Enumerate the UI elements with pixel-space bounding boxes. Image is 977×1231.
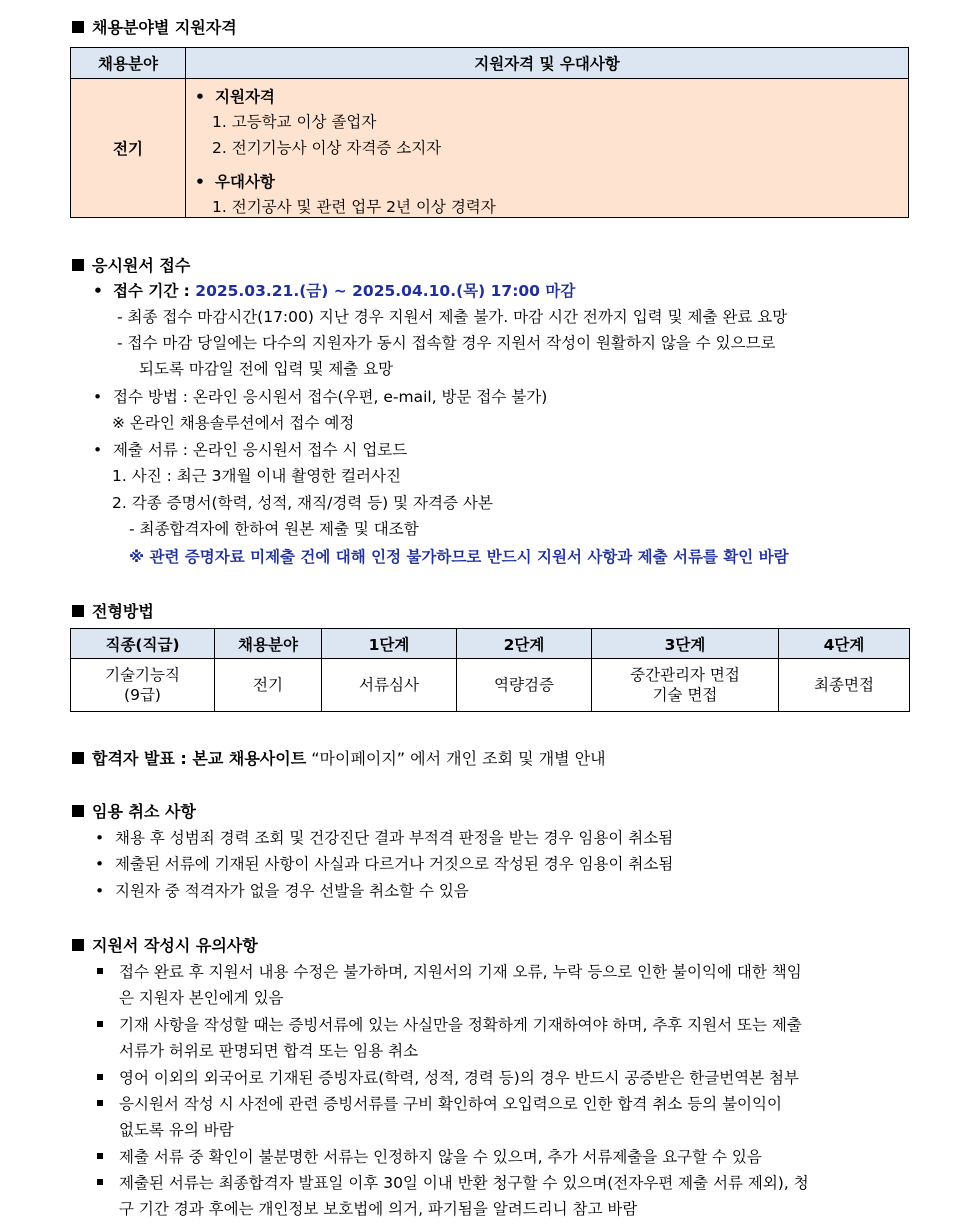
cell-field: 전기 bbox=[215, 659, 322, 712]
square-bullet-icon bbox=[72, 605, 84, 617]
square-bullet-icon bbox=[72, 259, 84, 271]
period-note-1: - 최종 접수 마감시간(17:00) 지난 경우 지원서 제출 불가. 마감 시간 전까지 입력 및 제출 완료 요망 bbox=[117, 308, 788, 326]
th-qualification: 지원자격 및 우대사항 bbox=[186, 48, 909, 79]
th-stage-3: 3단계 bbox=[592, 629, 779, 659]
th-stage-2: 2단계 bbox=[457, 629, 592, 659]
section-selection-title: 전형방법 bbox=[72, 599, 154, 622]
period-value: 2025.03.21.(금) ~ 2025.04.10.(목) 17:00 마감 bbox=[195, 282, 576, 300]
note-item-6a: 제출된 서류는 최종합격자 발표일 이후 30일 이내 반환 청구할 수 있으며(전자우편 제출 서류 제외), 청 bbox=[97, 1171, 809, 1193]
square-bullet-icon bbox=[97, 968, 103, 974]
period-note-2a: - 접수 마감 당일에는 다수의 지원자가 동시 접속할 경우 지원서 작성이 원활하지 않을 수 있으므로 bbox=[117, 334, 776, 352]
doc-item-1: 1. 사진 : 최근 3개월 이내 촬영한 컬러사진 bbox=[112, 467, 401, 485]
note-item-3: 영어 이외의 외국어로 기재된 증빙자료(학력, 성적, 경력 등)의 경우 반드시 공증받은 한글번역본 첨부 bbox=[97, 1066, 799, 1088]
th-stage-4: 4단계 bbox=[779, 629, 910, 659]
note-item-5: 제출 서류 중 확인이 불분명한 서류는 인정하지 않을 수 있으며, 추가 서류제출을 요구할 수 있음 bbox=[97, 1145, 762, 1167]
pref-item-1: 1. 전기공사 및 관련 업무 2년 이상 경력자 bbox=[212, 198, 496, 216]
square-bullet-icon bbox=[97, 1179, 103, 1185]
period-note-2b: 되도록 마감일 전에 입력 및 제출 요망 bbox=[139, 360, 394, 378]
section-notes-title: 지원서 작성시 유의사항 bbox=[72, 933, 258, 956]
cell-stage-3: 중간관리자 면접 기술 면접 bbox=[592, 659, 779, 712]
method-note: ※ 온라인 채용솔루션에서 접수 예정 bbox=[112, 414, 355, 432]
cell-stage-2: 역량검증 bbox=[457, 659, 592, 712]
square-bullet-icon bbox=[72, 21, 84, 33]
note-item-1a: 접수 완료 후 지원서 내용 수정은 불가하며, 지원서의 기재 오류, 누락 등으로 인한 불이익에 대한 책임 bbox=[97, 960, 802, 982]
note-item-2b: 서류가 허위로 판명되면 합격 또는 임용 취소 bbox=[119, 1042, 419, 1060]
qualification-table bbox=[70, 47, 909, 218]
note-item-4a: 응시원서 작성 시 사전에 관련 증빙서류를 구비 확인하여 오입력으로 인한 합격 취소 등의 불이익이 bbox=[97, 1092, 782, 1114]
square-bullet-icon bbox=[97, 1153, 103, 1159]
submission-warning: ※ 관련 증명자료 미제출 건에 대해 인정 불가하므로 반드시 지원서 사항과 제출 서류를 확인 바람 bbox=[129, 548, 789, 566]
square-bullet-icon bbox=[97, 1021, 103, 1027]
qual-heading: • 지원자격 bbox=[195, 85, 275, 107]
square-bullet-icon bbox=[97, 1074, 103, 1080]
section-qualification-title: 채용분야별 지원자격 bbox=[72, 15, 237, 38]
note-item-4b: 없도록 유의 바람 bbox=[119, 1121, 234, 1139]
qual-item-2: 2. 전기기능사 이상 자격증 소지자 bbox=[212, 139, 442, 157]
pref-heading: • 우대사항 bbox=[195, 170, 275, 192]
square-bullet-icon bbox=[97, 1100, 103, 1106]
qual-item-1: 1. 고등학교 이상 졸업자 bbox=[212, 113, 377, 131]
square-bullet-icon bbox=[72, 805, 84, 817]
section-announcement: 합격자 발표 : 본교 채용사이트 “마이페이지” 에서 개인 조회 및 개별 안내 bbox=[72, 746, 606, 769]
th-field: 채용분야 bbox=[71, 48, 186, 79]
application-period: • 접수 기간 : 2025.03.21.(금) ~ 2025.04.10.(목) 17:00 마감 bbox=[93, 279, 575, 301]
section-cancellation-title: 임용 취소 사항 bbox=[72, 799, 196, 822]
cell-stage-1: 서류심사 bbox=[322, 659, 457, 712]
th-field: 채용분야 bbox=[215, 629, 322, 659]
doc-item-2: 2. 각종 증명서(학력, 성적, 재직/경력 등) 및 자격증 사본 bbox=[112, 494, 493, 512]
cell-field: 전기 bbox=[71, 79, 186, 218]
note-item-2a: 기재 사항을 작성할 때는 증빙서류에 있는 사실만을 정확하게 기재하여야 하며, 추후 지원서 또는 제출 bbox=[97, 1013, 802, 1035]
cancel-item-3: • 지원자 중 적격자가 없을 경우 선발을 취소할 수 있음 bbox=[95, 879, 469, 901]
submission-docs: • 제출 서류 : 온라인 응시원서 접수 시 업로드 bbox=[93, 438, 407, 460]
note-item-1b: 은 지원자 본인에게 있음 bbox=[119, 989, 284, 1007]
square-bullet-icon bbox=[72, 752, 84, 764]
cell-stage-4: 최종면접 bbox=[779, 659, 910, 712]
cell-qualification bbox=[186, 79, 909, 218]
th-job: 직종(직급) bbox=[71, 629, 215, 659]
cell-job: 기술기능직 (9급) bbox=[71, 659, 215, 712]
selection-process-table bbox=[70, 628, 910, 712]
th-stage-1: 1단계 bbox=[322, 629, 457, 659]
square-bullet-icon bbox=[72, 939, 84, 951]
cancel-item-2: • 제출된 서류에 기재된 사항이 사실과 다르거나 거짓으로 작성된 경우 임용이 취소됨 bbox=[95, 852, 673, 874]
cancel-item-1: • 채용 후 성범죄 경력 조회 및 건강진단 결과 부적격 판정을 받는 경우 임용이 취소됨 bbox=[95, 826, 673, 848]
note-item-6b: 구 기간 경과 후에는 개인정보 보호법에 의거, 파기됨을 알려드리니 참고 바람 bbox=[119, 1200, 638, 1218]
application-method: • 접수 방법 : 온라인 응시원서 접수(우편, e-mail, 방문 접수 불가) bbox=[93, 385, 547, 407]
section-application-title: 응시원서 접수 bbox=[72, 253, 190, 276]
doc-item-2-sub: - 최종합격자에 한하여 원본 제출 및 대조함 bbox=[129, 520, 419, 538]
